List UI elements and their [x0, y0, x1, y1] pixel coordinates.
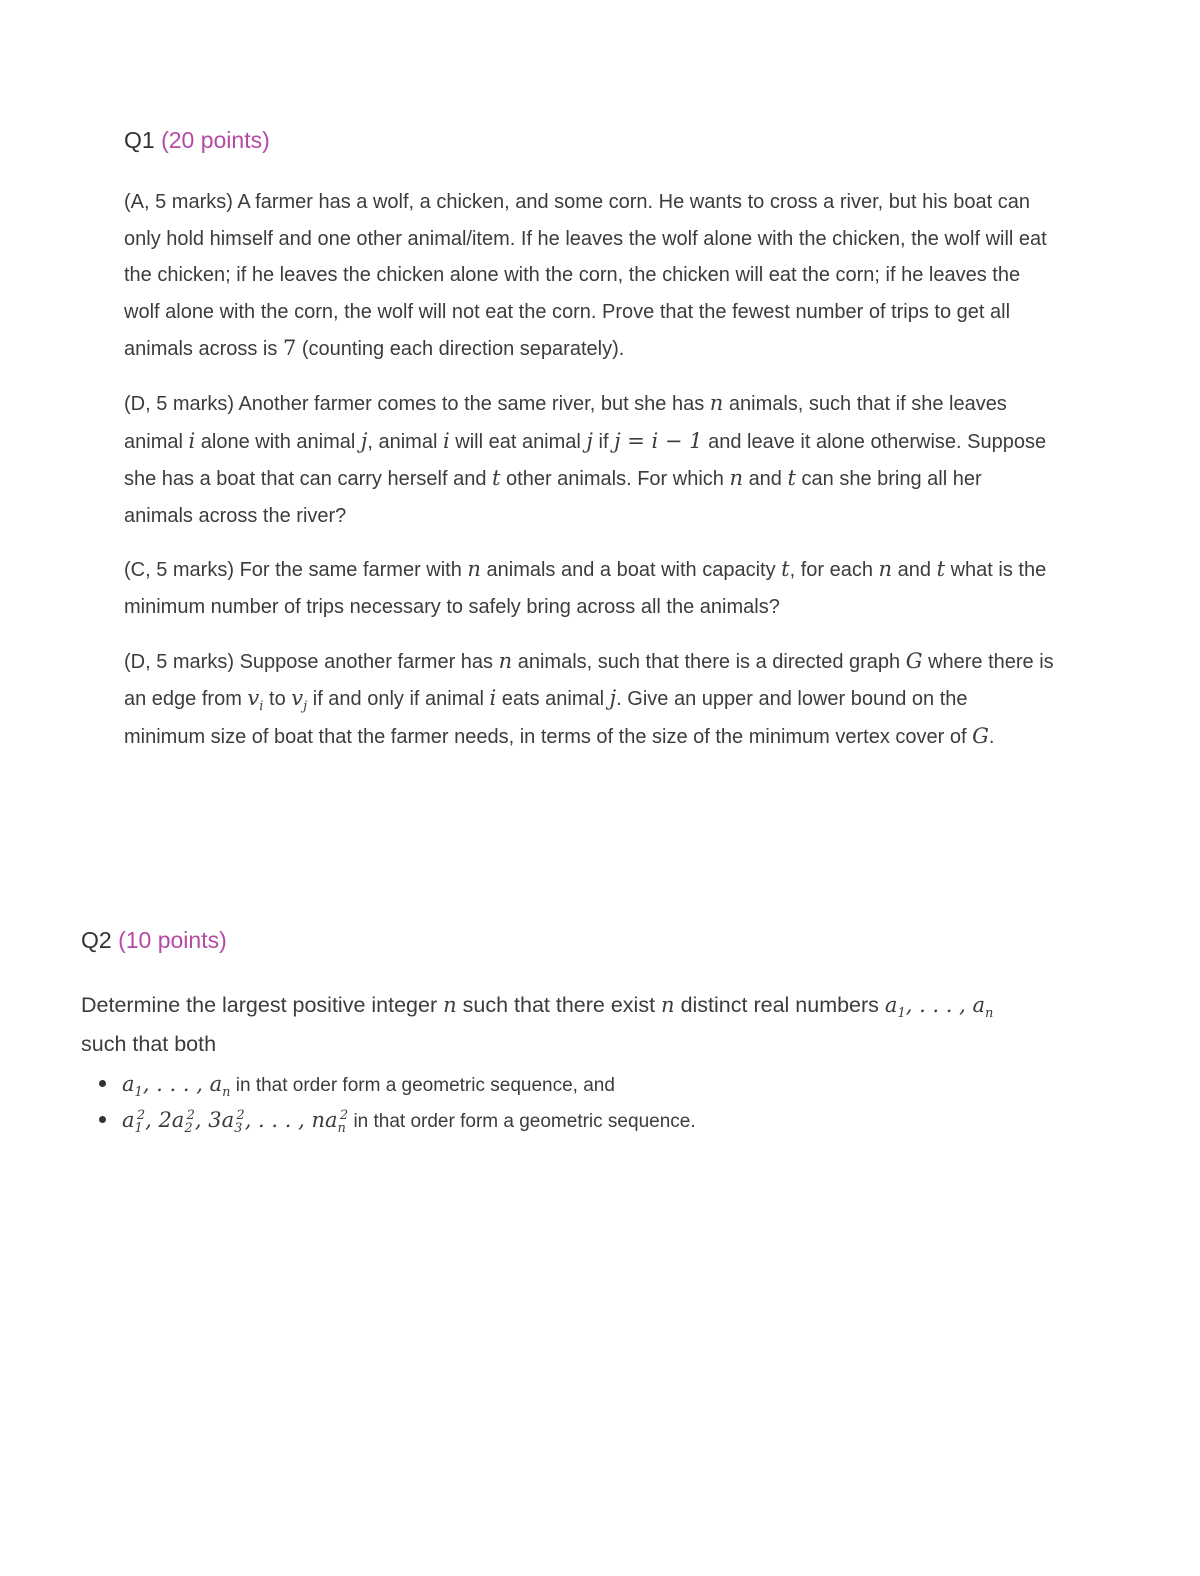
question-points: (20 points)	[161, 127, 270, 153]
part-text: what is the minimum number of trips necessary to safely bring across all the animals?	[124, 559, 1047, 618]
question-2-statement	[81, 986, 1081, 1064]
math: j	[586, 428, 593, 453]
question-number: Q2	[81, 927, 112, 953]
part-text: .	[988, 725, 995, 748]
math: t	[781, 557, 790, 582]
part-text: Suppose another farmer has	[239, 650, 494, 673]
question-2-heading	[81, 922, 1081, 958]
math-symbol: v	[291, 686, 304, 711]
part-text: can she bring all her animals across the river?	[124, 468, 982, 527]
math: G	[905, 648, 923, 673]
part-text: For the same farmer with	[239, 559, 462, 582]
bullet-icon	[99, 1080, 106, 1087]
part-text: , for each	[789, 559, 873, 582]
list-item	[99, 1103, 1081, 1139]
list-item	[99, 1067, 1081, 1103]
math: t	[492, 466, 501, 491]
math-sequence: $a_1$, . . . , $a_n$	[884, 993, 994, 1022]
list-item-text: in that order form a geometric sequence.	[353, 1111, 696, 1132]
statement-text: such that both	[81, 1032, 217, 1056]
part-d-first	[124, 385, 1054, 534]
question-number: Q1	[124, 127, 155, 153]
math: n	[498, 648, 513, 673]
part-text: eats animal	[501, 688, 605, 711]
part-text: , animal	[367, 430, 438, 453]
part-text: A farmer has a wolf, a chicken, and some corn. He wants to cross a river, but his boat can only hold himself and one other animal/item. If he leaves the wolf alone with the chicken, the wolf will eat the chicken; if he leaves the chicken alone with the corn, the chicken will eat the corn; if he leaves the wolf alone with the corn, the wolf will not eat the corn. Prove that the fewest number of trips to get all animals across is	[124, 191, 1047, 361]
math	[247, 686, 264, 715]
part-text: to	[269, 688, 286, 711]
part-d-second	[124, 643, 1054, 756]
statement-text: Determine the largest positive integer	[81, 993, 438, 1017]
part-a	[124, 184, 1054, 368]
part-text: other animals. For which	[506, 468, 724, 491]
part-label: (A, 5 marks)	[124, 191, 233, 213]
question-points: (10 points)	[118, 927, 227, 953]
question-2	[81, 922, 1081, 1139]
part-text: alone with animal	[200, 430, 356, 453]
list-item-text: in that order form a geometric sequence, and	[235, 1075, 615, 1096]
part-text: . Give an upper and lower bound on the minimum size of boat that the farmer needs, in terms of the size of the minimum vertex cover of	[124, 688, 968, 748]
math: n	[878, 557, 893, 582]
math: n	[467, 557, 481, 582]
part-text: animals and a boat with capacity	[486, 559, 776, 582]
conditions-list	[81, 1067, 1081, 1139]
statement-text: such that there exist	[462, 993, 656, 1017]
math: j	[360, 428, 368, 453]
math: t	[936, 557, 946, 582]
math: 7	[282, 336, 297, 361]
part-text: if and only if animal	[312, 688, 484, 711]
part-text: if	[598, 430, 609, 453]
part-text: (counting each direction separately).	[301, 338, 625, 361]
math: i	[188, 428, 196, 453]
math-subscript: j	[303, 699, 308, 715]
question-1-heading	[124, 122, 1054, 158]
part-text: and	[897, 559, 932, 582]
part-text: will eat animal	[455, 430, 581, 453]
part-text: and	[748, 468, 782, 491]
math: i	[442, 428, 450, 453]
math: n	[661, 993, 675, 1017]
math-subscript: i	[259, 699, 264, 715]
math: G	[972, 723, 989, 748]
math-sequence: $a_1^2$, $2a_2^2$, $3a_3^2$, . . . , $na_n^2$	[122, 1108, 349, 1137]
part-label: (C, 5 marks)	[124, 559, 234, 582]
math	[291, 686, 308, 715]
math: j = i − 1	[614, 428, 703, 453]
part-text: where there is an edge from	[124, 650, 1054, 711]
math: i	[489, 686, 497, 711]
part-text: Another farmer comes to the same river, but she has	[238, 392, 705, 415]
math: n	[729, 466, 743, 491]
math: n	[443, 993, 457, 1017]
part-c	[124, 551, 1054, 625]
statement-text: distinct real numbers	[680, 993, 879, 1017]
question-1	[124, 122, 1054, 772]
math-sequence: $a_1$, . . . , $a_n$	[122, 1072, 231, 1101]
part-text: and leave it alone otherwise. Suppose she has a boat that can carry herself and	[124, 430, 1047, 491]
part-label: (D, 5 marks)	[124, 650, 234, 673]
part-label: (D, 5 marks)	[124, 392, 234, 415]
math: j	[609, 686, 617, 711]
math-symbol: v	[247, 686, 260, 711]
math: n	[709, 390, 724, 415]
part-text: animals, such that there is a directed graph	[517, 650, 901, 673]
part-text: animals, such that if she leaves animal	[124, 392, 1007, 453]
math: t	[787, 466, 796, 491]
bullet-icon	[99, 1116, 106, 1123]
